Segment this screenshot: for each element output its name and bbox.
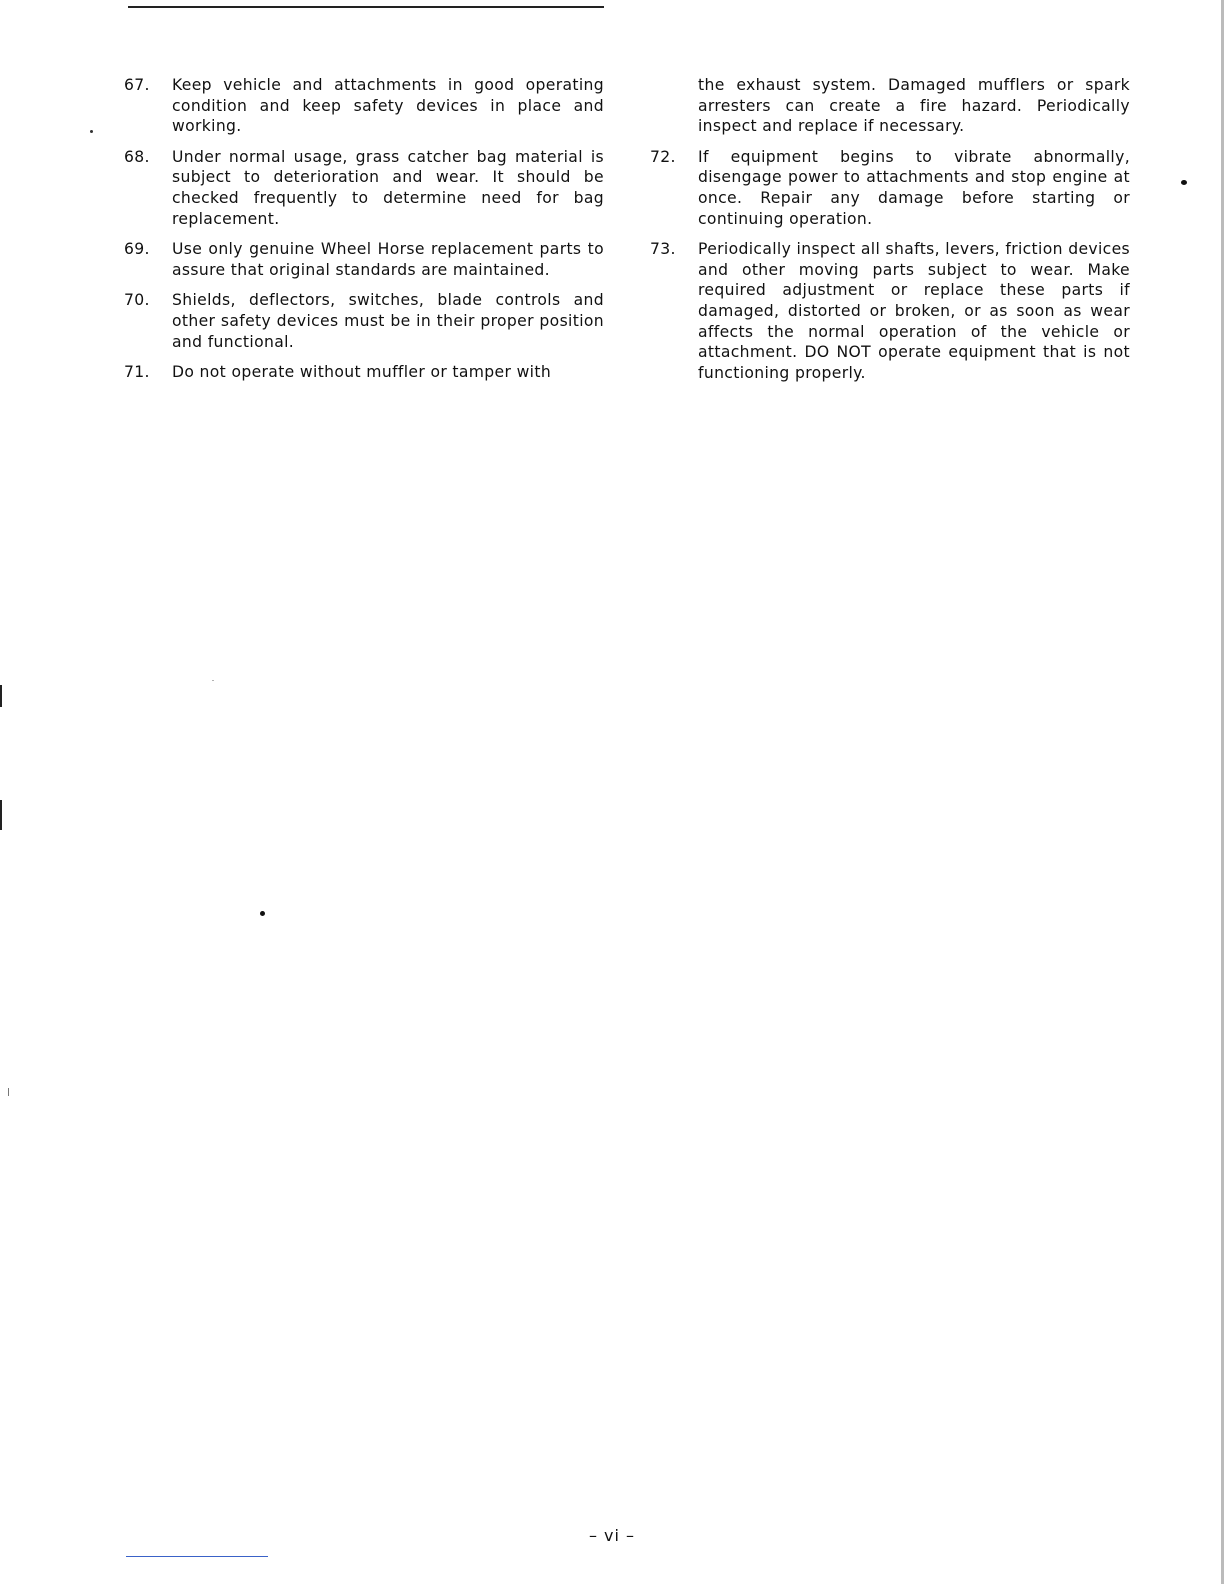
item-number: 68. xyxy=(124,147,150,166)
continued-text: the exhaust system. Damaged mufflers or spark arresters can create a fire hazard. Periodically inspect and replace if necessary. xyxy=(698,76,1130,136)
item-text: Use only genuine Wheel Horse replacement parts to assure that original standards are maintained. xyxy=(172,240,604,279)
item-text: Do not operate without muffler or tamper with xyxy=(172,363,552,382)
item-text: If equipment begins to vibrate abnormally, disengage power to attachments and stop engine at once. Repair any damage before starting or continuing operation. xyxy=(698,147,1130,228)
list-item xyxy=(124,147,604,229)
list-item xyxy=(650,147,1130,229)
scan-speck xyxy=(1181,180,1187,185)
scan-edge-mark xyxy=(0,685,2,707)
list-item xyxy=(650,239,1130,383)
item-number: 70. xyxy=(124,291,150,310)
list-item xyxy=(124,239,604,280)
item-number: 73. xyxy=(650,240,676,259)
scan-speck xyxy=(260,911,265,916)
item-text: Shields, deflectors, switches, blade controls and other safety devices must be in their proper position and functional. xyxy=(172,291,604,351)
scan-edge-mark xyxy=(8,1088,9,1096)
item-number: 69. xyxy=(124,240,150,259)
item-text: Under normal usage, grass catcher bag material is subject to deterioration and wear. It should be checked frequently to determine need for bag replacement. xyxy=(172,147,604,228)
list-item xyxy=(124,75,604,137)
scan-speck xyxy=(90,130,93,133)
item-number: 67. xyxy=(124,76,150,94)
scan-speck xyxy=(212,680,214,681)
item-number: 71. xyxy=(124,363,150,382)
item-text: Periodically inspect all shafts, levers, friction devices and other moving parts subject to wear. Make required adjustment or replace these parts if damaged, distorted or broken, or as soon as wear affects the normal operation of the vehicle or attachment. DO NOT operate equipment that is not functioning properly. xyxy=(698,240,1130,382)
right-column xyxy=(650,75,1130,393)
scan-edge-mark xyxy=(0,800,2,830)
page-number: – vi – xyxy=(588,1526,636,1545)
item-text: Keep vehicle and attachments in good operating condition and keep safety devices in place and working. xyxy=(172,76,604,136)
bottom-rule xyxy=(126,1556,268,1557)
top-rule xyxy=(128,6,604,8)
list-item xyxy=(124,290,604,352)
left-column xyxy=(124,75,604,393)
item-number: 72. xyxy=(650,147,676,166)
list-item xyxy=(124,362,604,383)
